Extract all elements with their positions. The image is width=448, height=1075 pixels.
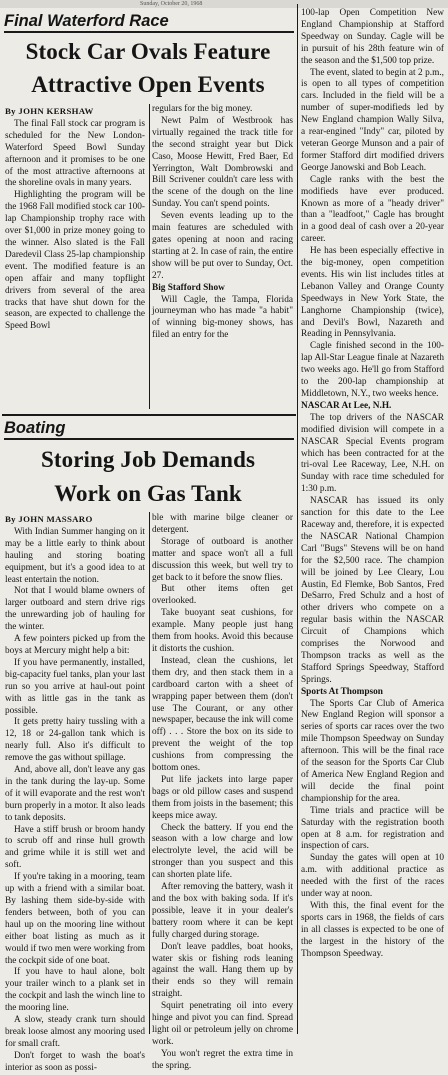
story2-paragraph: But other items often get overlooked. <box>152 584 293 607</box>
story1-paragraph: Time trials and practice will be Saturday with the registration booth open at 8 a.m. for registration and inspection of cars. <box>301 805 444 852</box>
story2-paragraph: With Indian Summer hanging on it may be a little early to think about hauling and storing boating equipment, but it's a good idea to at least entertain the notion. <box>5 526 145 585</box>
story1-column-3 <box>301 8 444 1034</box>
story1-kicker-rule <box>4 31 294 33</box>
story2-headline-line2: Work on Gas Tank <box>54 481 242 506</box>
story2-paragraph: If you have to haul alone, bolt your trailer winch to a plank set in the cockpit and lash the winch line to the mooring line. <box>5 967 145 1014</box>
story1-subhead: NASCAR At Lee, N.H. <box>301 400 392 411</box>
story1-paragraph: The event, slated to begin at 2 p.m., is open to all types of competition cars. Included in the field will be a number of super-modifieds led by New England champion Wally Silva, a rear-engined "Indy" car, piloted by veteran George Munson and a pair of former Stafford dirt modified drivers George Janowski and Bob Leach. <box>301 67 444 173</box>
story1-paragraph: 100-lap Open Competition New England Championship at Stafford Speedway on Sunday. Cagle will be in pursuit of his 28th feature win of the season and the $1,500 top prize. <box>301 8 444 66</box>
story2-paragraph: Don't forget to wash the boat's interior as soon as possi- <box>5 1050 145 1073</box>
story2-paragraph: And, above all, don't leave any gas in the tank during the lay-up. Some of it will evaporate and the rest won't burn properly in a motor. It also leads to tank deposits. <box>5 765 145 823</box>
story2-paragraph: A few pointers picked up from the boys at Mercury might help a bit: <box>5 634 145 656</box>
story1-headline-line2: Attractive Open Events <box>31 72 265 97</box>
story2-paragraph: It gets pretty hairy tussling with a 12, 18 or 24-gallon tank which is nearly full. Also it's difficult to remove the gas without spillage. <box>5 717 145 764</box>
story1-paragraph: Sunday the gates will open at 10 a.m. with additional practice as needed with the first of the races under way at noon. <box>301 853 444 900</box>
story2-byline: By JOHN MASSARO <box>5 514 93 524</box>
story1-paragraph: The final Fall stock car program is scheduled for the New London-Waterford Speed Bowl Sunday afternoon and it promises to be one of the most attractive afternoons at the shoreline ovals in many years. <box>5 118 145 189</box>
story1-paragraph: regulars for the big money. <box>152 104 253 114</box>
story2-paragraph: If you're taking in a mooring, team up with a friend with a similar boat. By lashing them side-by-side with fenders between, both of you can haul up on the mooring line without either boat listing as much as it would if two men were working from the cockpit side of one boat. <box>5 872 145 966</box>
column-divider <box>149 104 150 409</box>
story1-paragraph: With this, the final event for the sports cars in 1968, the fields of cars in all classes is expected to be one of the largest in the history of the Thompson Speedway. <box>301 900 444 959</box>
story2-paragraph: Storage of outboard is another matter and space won't all a full discussion this week, but well try to get back to it before the snow flies. <box>152 536 293 583</box>
column-divider <box>297 4 298 1034</box>
story1-paragraph: Highlighting the program will be the 1968 Fall modified stock car 100-lap Championship trophy race with over $1,000 in prize money going to the winner. Also slated is the Fall Daredevil Class 25-lap championship event. The modified feature is an open affair and many topflight drivers from several of the area tracks that have shut down for the season, are expected to challenge the Speed Bowl <box>5 190 145 332</box>
story1-paragraph: Cagle ranks with the best the modifieds have ever produced. Known as more of a "heady driver" than a "leadfoot," Cagle has brought in a good deal of cash over a 20-year career. <box>301 174 444 245</box>
column-divider <box>149 512 150 1034</box>
story1-paragraph: Will Cagle, the Tampa, Florida journeyman who has made "a habit" of winning big-money shows, has filed an entry for the <box>152 294 293 341</box>
story2-paragraph: Check the battery. If you end the season with a low charge and low electrolyte level, the acid will be stronger than you suspect and this can shorten plate life. <box>152 822 293 881</box>
story2-paragraph: You won't regret the extra time in the spring. <box>152 1048 293 1071</box>
story1-kicker: Final Waterford Race <box>4 12 169 30</box>
story2-paragraph: Don't leave paddles, boat hooks, water skis or fishing rods leaning against the wall. Hang them up by their ends so they will remain straight. <box>152 941 293 1000</box>
story2-paragraph: Instead, clean the cushions, let them dry, and then stack them in a cardboard carton with a sheet of wrapping paper between them (don't use The Courant, or any other newspaper, because the ink will come off) . . . Store the box on its side to prevent the weight of the top cushions from compressing the bottom ones. <box>152 655 293 774</box>
story1-paragraph: He has been especially effective in the big-money, open competition events. His win list includes titles at Lebanon Valley and Orange County Speedways in New York State, the Langhorne Championship (twice), and Devil's Bowl, Nazareth and Reading in Pennsylvania. <box>301 246 444 340</box>
story2-paragraph: Have a stiff brush or broom handy to scrub off and rinse hull growth and grime while it is still wet and soft. <box>5 824 145 871</box>
page-date-line: Sunday, October 20, 1968 <box>140 1 203 7</box>
story2-kicker-rule <box>4 438 294 440</box>
story1-paragraph: Newt Palm of Westbrook has virtually regained the track title for the second straight year but Dick Caso, Moose Hewitt, Fred Baer, Ed Yerrington, Walt Dombrowski and Bill Scrivener couldn't care less with the scene of the dough on the line Sunday. You can't spend points. <box>152 115 293 210</box>
story1-headline-line1: Stock Car Ovals Feature <box>25 39 271 64</box>
story1-subhead: Sports At Thompson <box>301 686 383 697</box>
story1-paragraph: The Sports Car Club of America New England Region will sponsor a series of sports car races over the two mile Thompson Speedway on Sunday afternoon. This will be the final race of the season for the Sports Car Club of America New England Region and will decide the final point championship for the area. <box>301 698 444 804</box>
story2-paragraph: Not that I would blame owners of larger outboard and stern drive rigs the unrewarding job of hauling for the winter. <box>5 586 145 633</box>
story2-paragraph: After removing the battery, wash it and the box with baking soda. If it's possible, leave it in your dealer's battery room where it can be kept fully charged during storage. <box>152 882 293 940</box>
story2-kicker: Boating <box>4 419 66 437</box>
story2-paragraph: If you have permanently, installed, big-capacity fuel tanks, plan your last run so you arrive at haul-out point with as little gas in the tank as possible. <box>5 657 145 716</box>
story2-column-1 <box>5 514 145 1073</box>
story1-paragraph: Seven events leading up to the main features are scheduled with gates opening at noon and racing starting at 2. In case of rain, the entire show will be put over to Sunday, Oct. 27. <box>152 211 293 281</box>
story1-subhead: Big Stafford Show <box>152 282 225 293</box>
story2-paragraph: Take buoyant seat cushions, for example. Many people just hang them from hooks. Avoid this because it distorts the cushion. <box>152 608 293 654</box>
story2-paragraph: Squirt penetrating oil into every hinge and pivot you can find. Spread light oil or petroleum jelly on chrome work. <box>152 1001 293 1047</box>
story1-column-1 <box>5 106 145 411</box>
story2-paragraph: A slow, steady crank turn should break loose almost any mooring used for small craft. <box>5 1015 145 1049</box>
story2-paragraph: ble with marine bilge cleaner or detergent. <box>152 513 293 535</box>
story2-column-2 <box>152 513 293 1071</box>
story2-headline-line1: Storing Job Demands <box>40 447 256 472</box>
story1-byline: By JOHN KERSHAW <box>5 106 94 116</box>
story2-paragraph: Put life jackets into large paper bags or old pillow cases and suspend them from joists in the basement; this keeps mice away. <box>152 774 293 821</box>
story1-column-2 <box>152 104 293 411</box>
story-separator-rule <box>2 414 296 416</box>
story1-paragraph: Cagle finished second in the 100-lap All-Star League finale at Nazareth two weeks ago. He'll go from Stafford to the 200-lap championship at Middletown, N.Y., two weeks hence. <box>301 341 444 399</box>
page-top-strip <box>0 0 448 8</box>
story1-paragraph: The top drivers of the NASCAR modified division will compete in a NASCAR Special Events program which has been contracted for at the tri-oval Lee Raceway, Lee, N.H. on Sunday with race time scheduled for 1:30 p.m. <box>301 412 444 495</box>
story1-paragraph: NASCAR has issued its only sanction for this date to the Lee Raceway and, therefore, it is expected the NASCAR National Champion Carl "Bugs" Stevens will be on hand for the $2,500 race. The champion will be joined by Lee Cleary, Lou Austin, Ed Flemke, Bob Santos, Fred DeSarro, Fred Schulz and a host of other drivers who compete on a regular basis within the NASCAR Circuit of Champions which comprises the Norwood and Thompson tracks as well as the Stafford Springs Speedway, Stafford Springs. <box>301 496 444 685</box>
